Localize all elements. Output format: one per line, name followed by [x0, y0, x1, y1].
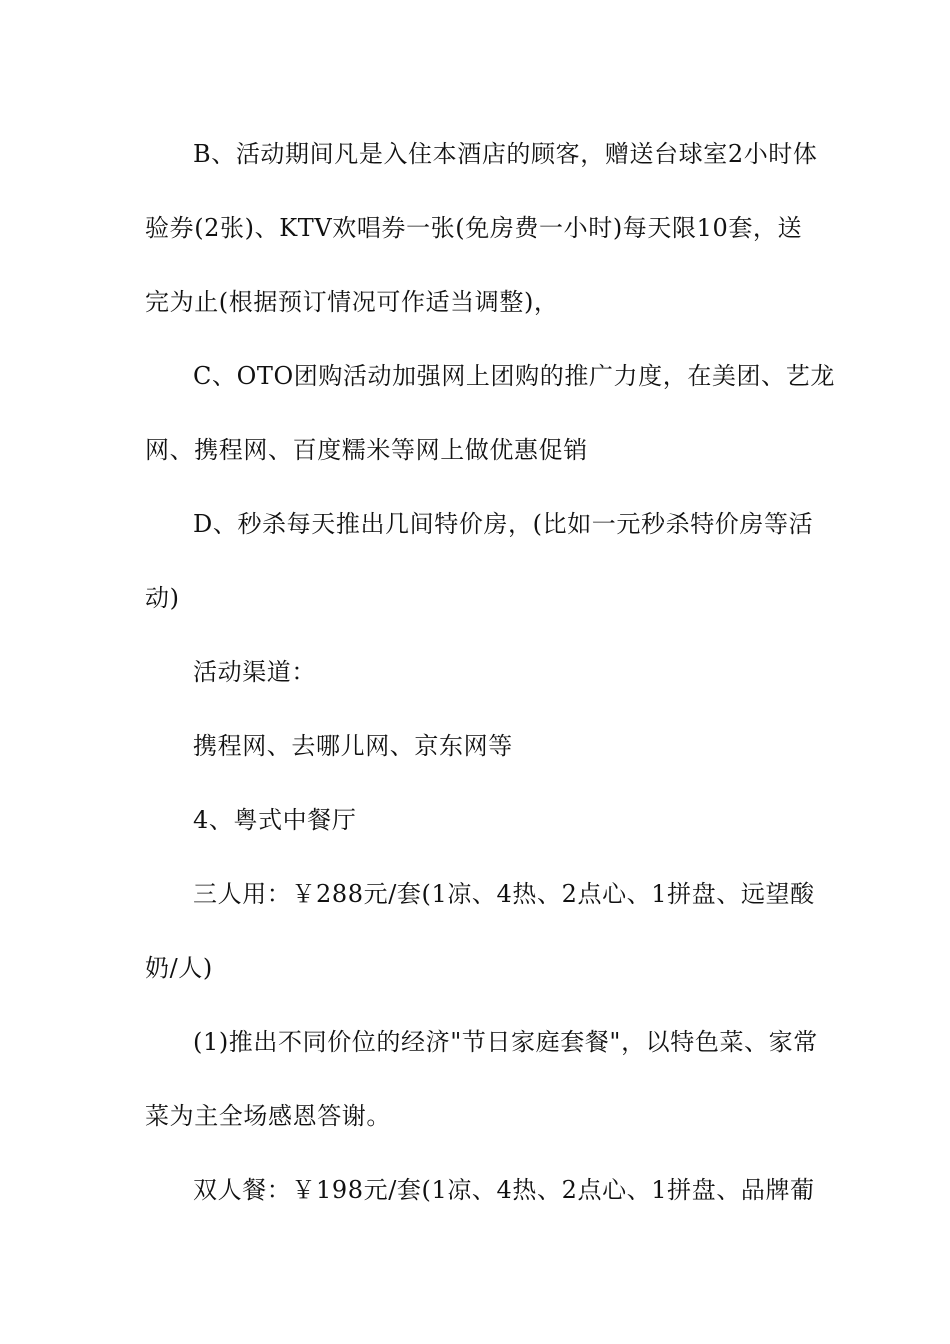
item-1-line-1: (1)推出不同价位的经济"节日家庭套餐"，以特色菜、家常: [193, 1028, 818, 1056]
item-1-line-2: 菜为主全场感恩答谢。: [145, 1102, 391, 1130]
three-person-set-line-1: 三人用：￥288元/套(1凉、4热、2点心、1拼盘、远望酸: [193, 880, 815, 908]
paragraph-c-line-1: C、OTO团购活动加强网上团购的推广力度，在美团、艺龙: [193, 362, 835, 390]
section-4-heading: 4、粤式中餐厅: [193, 806, 357, 834]
paragraph-b-line-2: 验券(2张)、KTV欢唱券一张(免房费一小时)每天限10套，送: [145, 214, 803, 242]
paragraph-c-line-2: 网、携程网、百度糯米等网上做优惠促销: [145, 436, 588, 464]
double-set-line-1: 双人餐：￥198元/套(1凉、4热、2点心、1拼盘、品牌葡: [193, 1176, 815, 1204]
three-person-set-line-2: 奶/人): [145, 954, 213, 982]
paragraph-d-line-2: 动): [145, 584, 180, 612]
paragraph-b-line-3: 完为止(根据预订情况可作适当调整)，: [145, 288, 559, 316]
paragraph-d-line-1: D、秒杀每天推出几间特价房，(比如一元秒杀特价房等活: [193, 510, 814, 538]
activity-channels-heading: 活动渠道：: [193, 658, 316, 686]
paragraph-b-line-1: B、活动期间凡是入住本酒店的顾客，赠送台球室2小时体: [193, 140, 818, 168]
activity-channels-list: 携程网、去哪儿网、京东网等: [193, 732, 513, 760]
